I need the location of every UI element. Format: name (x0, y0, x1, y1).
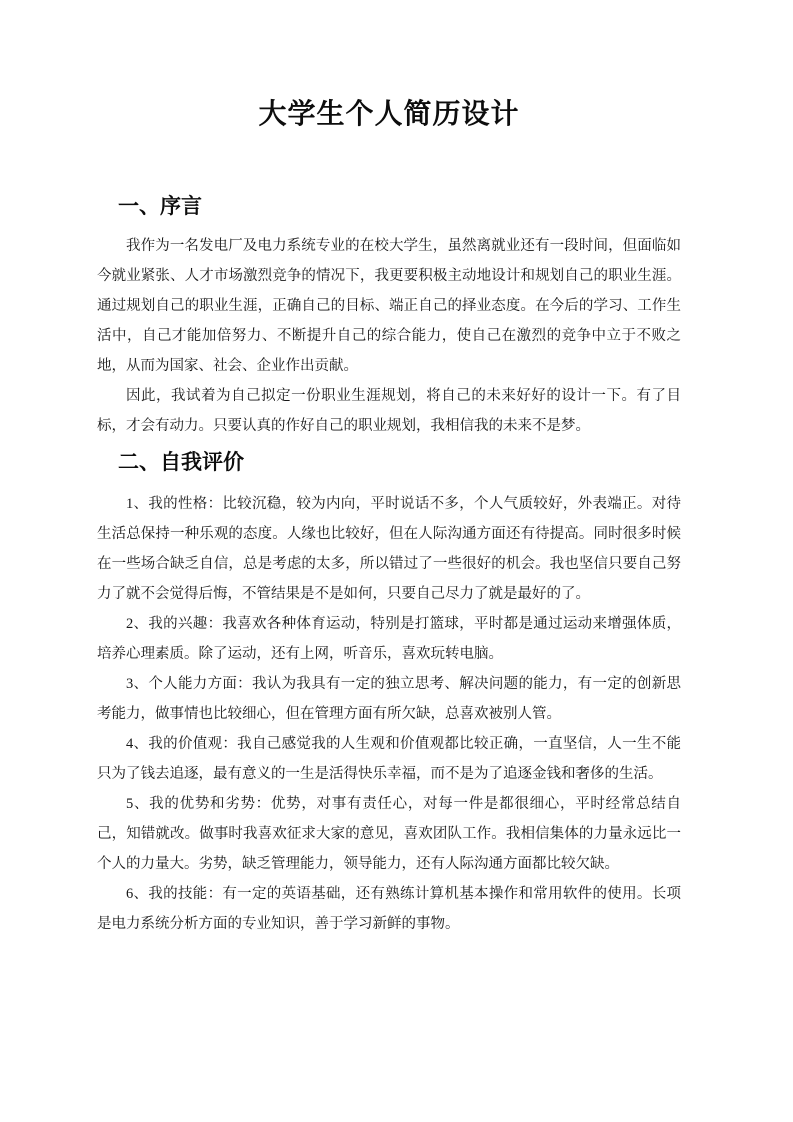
document-title: 大学生个人简历设计 (258, 98, 520, 129)
section-preface (97, 195, 681, 441)
paragraph-skills: 6、我的技能：有一定的英语基础，还有熟练计算机基本操作和常用软件的使用。长项是电力系统分析方面的专业知识，善于学习新鲜的事物。 (97, 886, 681, 932)
paragraph-personality: 1、我的性格：比较沉稳，较为内向，平时说话不多，个人气质较好，外表端正。对待生活总保持一种乐观的态度。人缘也比较好，但在人际沟通方面还有待提高。同时很多时候在一些场合缺乏自信，总是考虑的太多，所以错过了一些很好的机会。我也坚信只要自己努力了就不会觉得后悔，不管结果是不是如何，只要自己尽力了就是最好的了。 (97, 496, 681, 602)
section-heading-self-evaluation: 二、自我评价 (118, 451, 244, 474)
section-self-evaluation (97, 451, 681, 939)
section-heading-preface: 一、序言 (118, 195, 202, 218)
paragraph-preface-2: 因此，我试着为自己拟定一份职业生涯规划，将自己的未来好好的设计一下。有了目标，才会有动力。只要认真的作好自己的职业规划，我相信我的未来不是梦。 (97, 388, 681, 434)
paragraph-values: 4、我的价值观：我自己感觉我的人生观和价值观都比较正确，一直坚信，人一生不能只为了钱去追逐，最有意义的一生是活得快乐幸福，而不是为了追逐金钱和奢侈的生活。 (97, 736, 681, 782)
paragraph-strengths-weaknesses: 5、我的优势和劣势：优势，对事有责任心，对每一件是都很细心，平时经常总结自己，知错就改。做事时我喜欢征求大家的意见，喜欢团队工作。我相信集体的力量永远比一个人的力量大。劣势，缺乏管理能力，领导能力，还有人际沟通方面都比较欠缺。 (97, 796, 681, 872)
paragraph-preface-1: 我作为一名发电厂及电力系统专业的在校大学生，虽然离就业还有一段时间，但面临如今就业紧张、人才市场激烈竞争的情况下，我更要积极主动地设计和规划自己的职业生涯。通过规划自己的职业生涯，正确自己的目标、端正自己的择业态度。在今后的学习、工作生活中，自己才能加倍努力、不断提升自己的综合能力，使自己在激烈的竞争中立于不败之地，从而为国家、社会、企业作出贡献。 (97, 238, 681, 374)
paragraph-interests: 2、我的兴趣：我喜欢各种体育运动，特别是打篮球，平时都是通过运动来增强体质，培养心理素质。除了运动，还有上网，听音乐，喜欢玩转电脑。 (97, 616, 681, 662)
paragraph-abilities: 3、个人能力方面：我认为我具有一定的独立思考、解决问题的能力，有一定的创新思考能力，做事情也比较细心，但在管理方面有所欠缺，总喜欢被别人管。 (97, 676, 681, 722)
